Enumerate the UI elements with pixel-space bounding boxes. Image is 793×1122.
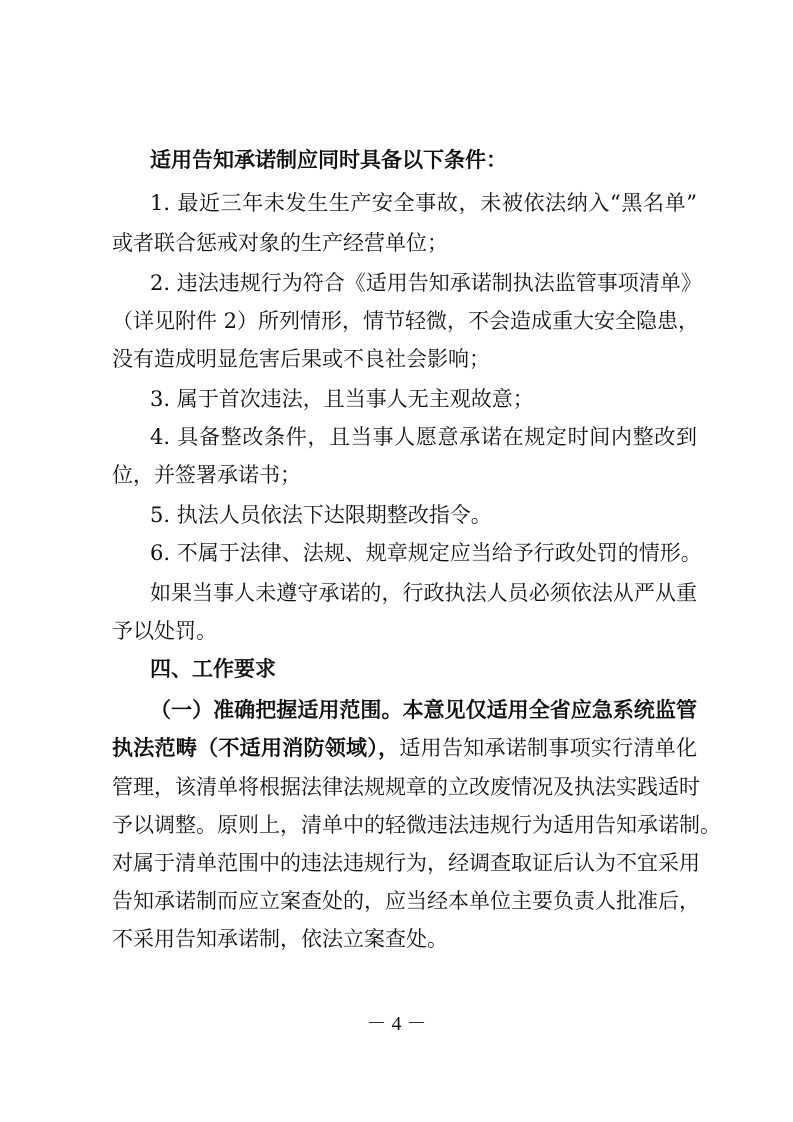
condition-4-line-2: 位，并签署承诺书； <box>112 463 301 487</box>
section-4-sub1-heading-line-1: （一）准确把握适用范围。本意见仅适用全省应急系统监管 <box>150 698 697 722</box>
condition-1-line-1: 1. 最近三年未发生生产安全事故，未被依法纳入“黑名单” <box>150 191 697 215</box>
condition-2-line-1: 2. 违法违规行为符合《适用告知承诺制执法监管事项清单》 <box>150 271 702 295</box>
condition-4-line-1: 4. 具备整改条件，且当事人愿意承诺在规定时间内整改到 <box>150 425 697 449</box>
conditions-heading: 适用告知承诺制应同时具备以下条件： <box>150 148 507 172</box>
condition-2-line-3: 没有造成明显危害后果或不良社会影响； <box>112 347 490 371</box>
section-4-line-3: 管理，该清单将根据法律法规规章的立改废情况及执法实践适时 <box>112 775 700 799</box>
section-4-sub1-heading-line-2: 执法范畴（不适用消防领域）， <box>112 736 400 760</box>
condition-2-line-2: （详见附件 2）所列情形，情节轻微，不会造成重大安全隐患， <box>112 309 700 333</box>
section-4-line-6: 告知承诺制而应立案查处的，应当经本单位主要负责人批准后， <box>112 889 700 913</box>
section-4-line-7: 不采用告知承诺制，依法立案查处。 <box>112 927 448 951</box>
section-4-line-4: 予以调整。原则上，清单中的轻微违法违规行为适用告知承诺制。 <box>112 813 721 837</box>
section-4-sub1-line-2 <box>112 733 697 763</box>
page-number: － 4 － <box>366 1013 427 1035</box>
section-4-sub1-text-line-2: 适用告知承诺制事项实行清单化 <box>399 736 698 760</box>
condition-6: 6. 不属于法律、法规、规章规定应当给予行政处罚的情形。 <box>150 541 702 565</box>
breach-note-line-2: 予以处罚。 <box>112 619 217 643</box>
breach-note-line-1: 如果当事人未遵守承诺的，行政执法人员必须依法从严从重 <box>150 581 697 605</box>
section-4-line-5: 对属于清单范围中的违法违规行为，经调查取证后认为不宜采用 <box>112 851 700 875</box>
section-4-title: 四、工作要求 <box>150 657 276 681</box>
condition-1-line-2: 或者联合惩戒对象的生产经营单位； <box>112 231 448 255</box>
condition-5: 5. 执法人员依法下达限期整改指令。 <box>150 503 492 527</box>
condition-3: 3. 属于首次违法，且当事人无主观故意； <box>150 387 534 411</box>
